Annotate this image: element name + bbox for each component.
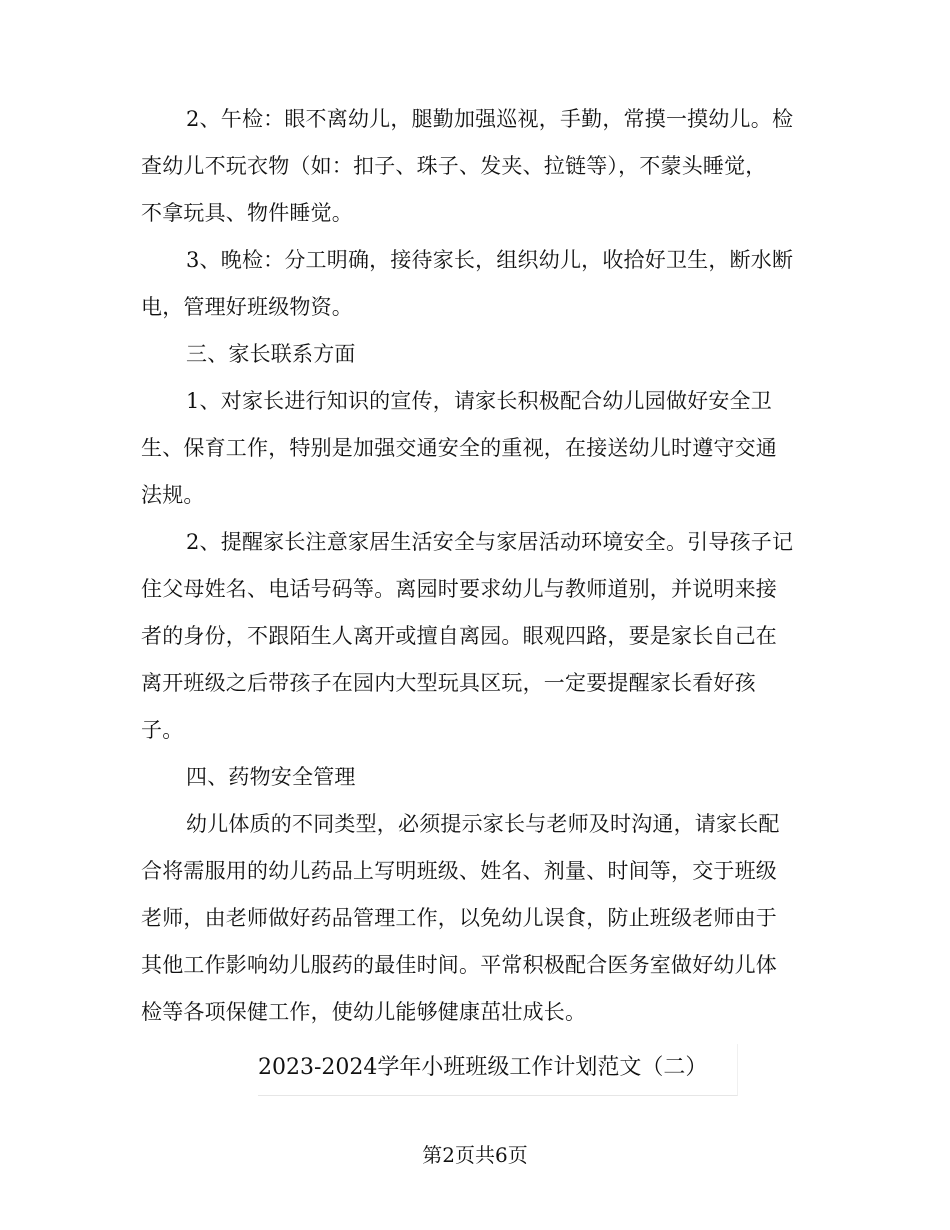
text-line: 3、晚检：分工明确，接待家长，组织幼儿，收拾好卫生，断水断 (186, 248, 794, 272)
text-line: 生、保育工作，特别是加强交通安全的重视，在接送幼儿时遵守交通 (141, 436, 777, 460)
text-line: 子。 (141, 718, 184, 742)
text-line: 住父母姓名、电话号码等。离园时要求幼儿与教师道别，并说明来接 (141, 577, 777, 601)
text-line: 法规。 (141, 483, 205, 507)
text-line: 其他工作影响幼儿服药的最佳时间。平常积极配合医务室做好幼儿体 (141, 953, 777, 977)
text-line: 2、午检：眼不离幼儿，腿勤加强巡视，手勤，常摸一摸幼儿。检 (186, 107, 794, 131)
text-line: 幼儿体质的不同类型，必须提示家长与老师及时沟通，请家长配 (186, 812, 780, 836)
text-line: 不拿玩具、物件睡觉。 (141, 201, 353, 225)
section-title-box (258, 1044, 738, 1096)
text-line: 查幼儿不玩衣物（如：扣子、珠子、发夹、拉链等），不蒙头睡觉， (141, 154, 767, 178)
section-title: 2023-2024学年小班班级工作计划范文（二） (258, 1055, 708, 1080)
text-line: 合将需服用的幼儿药品上写明班级、姓名、剂量、时间等，交于班级 (141, 859, 777, 883)
body-text (141, 96, 811, 1036)
text-line: 电，管理好班级物资。 (141, 295, 353, 319)
text-line: 检等各项保健工作，使幼儿能够健康茁壮成长。 (141, 1000, 587, 1024)
text-line: 2、提醒家长注意家居生活安全与家居活动环境安全。引导孩子记 (186, 530, 794, 554)
section-heading: 三、家长联系方面 (186, 342, 356, 366)
page-number: 第2页共6页 (422, 1143, 528, 1167)
text-line: 1、对家长进行知识的宣传，请家长积极配合幼儿园做好安全卫 (186, 389, 772, 413)
text-line: 离开班级之后带孩子在园内大型玩具区玩，一定要提醒家长看好孩 (141, 671, 756, 695)
text-line: 者的身份，不跟陌生人离开或擅自离园。眼观四路，要是家长自己在 (141, 624, 777, 648)
section-heading: 四、药物安全管理 (186, 765, 356, 789)
text-line: 老师，由老师做好药品管理工作，以免幼儿误食，防止班级老师由于 (141, 906, 777, 930)
